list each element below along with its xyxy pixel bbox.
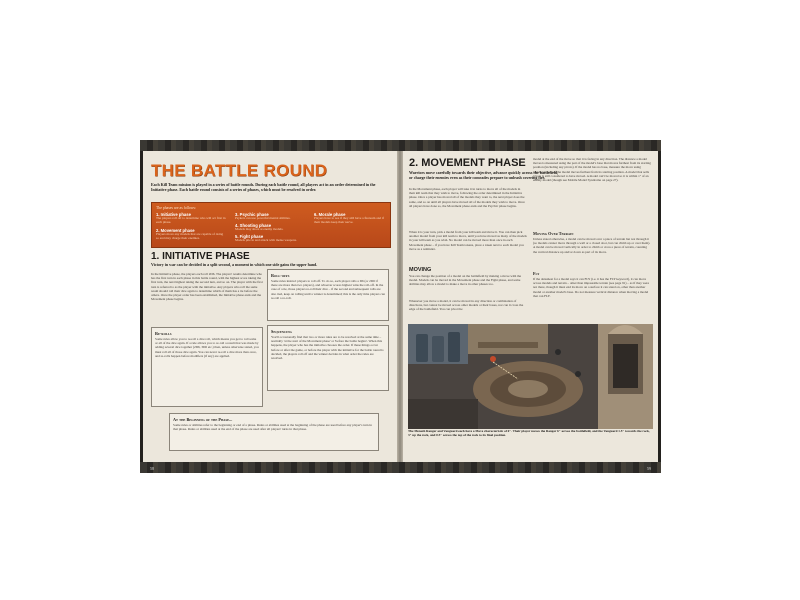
phase-title: 6. Morale phase bbox=[314, 212, 346, 217]
phase-item bbox=[314, 212, 384, 225]
sequencing-title: Sequencing bbox=[271, 329, 292, 334]
phase-desc: Players have to see if they still have a fireteam and if their models keep their nerve. bbox=[314, 216, 384, 224]
rolloffs-body: Some rules instruct players to roll off. To do so, each player rolls a D6 (or 2D6 if there are more than two players), and whoever scores highest wins the roll-off. In the case of a tie, those players re-roll their dice – if the second and subsequent rolls are also tied, keep on rolling until a winner is determined; this is the only time players can re-roll a re-roll. bbox=[271, 279, 385, 300]
initiative-lead: Victory in war can be decided in a split second, a moment in which one side gains the upper hand. bbox=[151, 262, 318, 267]
movement-para-1: In the Movement phase, each player will take it in turns to move all of the models in their kill team that they wish to move, following the order determined in the Initiative phase. Once a player has moved all of the models they want to, the next player does the same, and so on until all players have moved all of the models they wish to move. Once all players have done so, the Movement phase ends and the Psychic phase begins. bbox=[409, 187, 525, 208]
terrain-heading: Moving Over Terrain bbox=[533, 231, 574, 236]
initiative-heading: 1. INITIATIVE PHASE bbox=[151, 251, 250, 262]
movement-col2-para: model at the end of the move so that it is facing in any direction. The distance a model moves is measured using the part of the model's base that moves furthest from its starting position (including any pivots). If the model has no base, measure the move using whichever part of the model moves furthest from its starting position. A model that sells pivots is still considered to have moved. A model can't be moved so it is within 1" of an enemy model (though see Mobile Model Syndrome on page 27). bbox=[533, 157, 651, 183]
phase-title: 3. Psychic phase bbox=[235, 212, 269, 217]
page-title: THE BATTLE ROUND bbox=[151, 161, 328, 180]
initiative-body: In the Initiative phase, the players each roll 2D6. The players' results determine who has the first turn in each phase in this battle round, with the highest score taking the first turn, the next highest taking the second turn, and so on. The player with the first turn is referred to as the player with the initiative. Any players who roll the same result should roll their dice again to determine which of them has a tie before the others. Once the player order has been established, the Initiative phase ends and the Movement phase begins. bbox=[151, 272, 263, 302]
left-page bbox=[143, 151, 397, 462]
rerolls-body: Some rules allow you to re-roll a dice roll, which means you get to roll some or all of the dice again. If a rule allows you to re-roll a result that was made by adding several dice together (2D6, 3D6 etc.) then, unless otherwise stated, you must roll all of those dice again. You can never re-roll a dice more than once, and re-rolls happen before modifiers (if any) are applied. bbox=[155, 337, 259, 358]
fly-body: If the datasheet for a model says it can FLY (i.e. it has the FLY keyword), it can move across models and terrain – other than impassable terrain (see page 91) – as if they were not there, though it must end its move on a surface it can stand on, other than another model or another model's base. Do not measure vertical distance when moving a model that can FLY. bbox=[533, 277, 650, 298]
book-spread bbox=[140, 140, 661, 473]
terrain-body: Unless stated otherwise, a model can be moved over a piece of terrain but not through it (so models cannot move through a wall or a closed door, but can climb up or over them). A model can be moved vertically in order to climb or cross a piece of terrain, counting the vertical distance up and/or down as part of its move. bbox=[533, 237, 651, 254]
phase-item bbox=[235, 234, 305, 243]
phase-desc: Models pile in and attack with melee weapons. bbox=[235, 238, 297, 242]
beginning-title: At the Beginning of the Phase... bbox=[173, 417, 233, 422]
movement-lead: Warriors move carefully towards their objective, advance quickly across the battlefield, or charge their enemies even as their comrades prepare to unleash covering fire. bbox=[409, 170, 559, 180]
phase-desc: Models may shoot at enemy models. bbox=[235, 227, 284, 231]
movement-para-2: When it is your turn, pick a model from your kill team and move it. You can then pick another model from your kill team to move, until you have moved as many of the models in your kill team as you wish. No model can be moved more than once in each Movement phase – if you have Kill Team tokens, place a token next to each model you move as a reminder. bbox=[409, 230, 527, 251]
bottom-decorative-band bbox=[140, 462, 661, 473]
phase-title: 4. Shooting phase bbox=[235, 223, 272, 228]
intro-text: Each Kill Team mission is played in a series of battle rounds. During each battle round, all players act in an order determined in the Initiative phase. Each battle round consists of a series of phases, which must be resolved in order. bbox=[151, 182, 376, 192]
photo-caption: The Menoth Ranger and Vanguard each have a Move characteristic of 6". Their player moves the Ranger 6" across the battlefield, and the Vanguard 1.5" towards the rock, 3" up the rock, and 0.5" across the top of the rock to its final position. bbox=[408, 429, 650, 437]
rerolls-box bbox=[151, 327, 263, 407]
phase-desc: Psykers can use powerful mental abilities. bbox=[235, 216, 291, 220]
right-page bbox=[403, 151, 658, 462]
sequencing-body: You'll occasionally find that two or more rules are to be resolved at the same time – normally 'at the start of the Movement phase' or 'before the battle begins'. When this happens, the player who has the initiative chooses the order. If these things occur before or after the game, or before the player with the initiative for the battle round is decided, the players roll off and the winner decides in what order the rules are resolved. bbox=[271, 335, 384, 361]
phases-box bbox=[151, 202, 391, 248]
phases-heading: The phases are as follows: bbox=[156, 206, 197, 210]
moving-body: You can change the position of a model on the battlefield by making a move with the model. Models can be moved in the Movement phase and the Fight phase, and some abilities may allow a model to make a move in other phases too. bbox=[409, 274, 522, 287]
rerolls-title: Re-rolls bbox=[155, 331, 172, 336]
phase-title: 1. Initiative phase bbox=[156, 212, 191, 217]
fly-heading: Fly bbox=[533, 271, 540, 276]
phase-title: 5. Fight phase bbox=[235, 234, 264, 239]
phase-item bbox=[235, 223, 305, 232]
battlefield-illustration bbox=[408, 324, 653, 429]
moving-heading: MOVING bbox=[409, 267, 432, 273]
battlefield-photo bbox=[408, 324, 653, 429]
phase-item bbox=[235, 212, 305, 221]
phase-item bbox=[156, 228, 226, 241]
sequencing-box bbox=[267, 325, 389, 391]
rolloffs-box bbox=[267, 269, 389, 321]
rolloffs-title: Roll-offs bbox=[271, 273, 290, 278]
moving-body-2: Whenever you move a model, it can be moved in any direction or combination of directions, but cannot be moved across other models or their bases, nor can it cross the edge of the battlefield. You can pivot the bbox=[409, 299, 524, 312]
phase-item bbox=[156, 212, 226, 225]
beginning-body: Some rules or abilities refer to the beginning or end of a phase. Rules or abilities used at the beginning of the phase are used before any player's turn in that phase. Rules or abilities used at the end of the phase are used after all players' turns in that phase. bbox=[173, 423, 372, 432]
phase-desc: The players roll off to determine who will act first in each phase. bbox=[156, 216, 226, 224]
beginning-of-phase-box bbox=[169, 413, 379, 451]
phase-desc: Players move any models that are capable of doing so and may charge their enemies. bbox=[156, 232, 224, 240]
page-number-right: 59 bbox=[647, 466, 651, 471]
phase-title: 2. Movement phase bbox=[156, 228, 195, 233]
top-decorative-band bbox=[140, 140, 661, 151]
movement-heading: 2. MOVEMENT PHASE bbox=[409, 157, 526, 169]
page-number-left: 58 bbox=[150, 466, 154, 471]
